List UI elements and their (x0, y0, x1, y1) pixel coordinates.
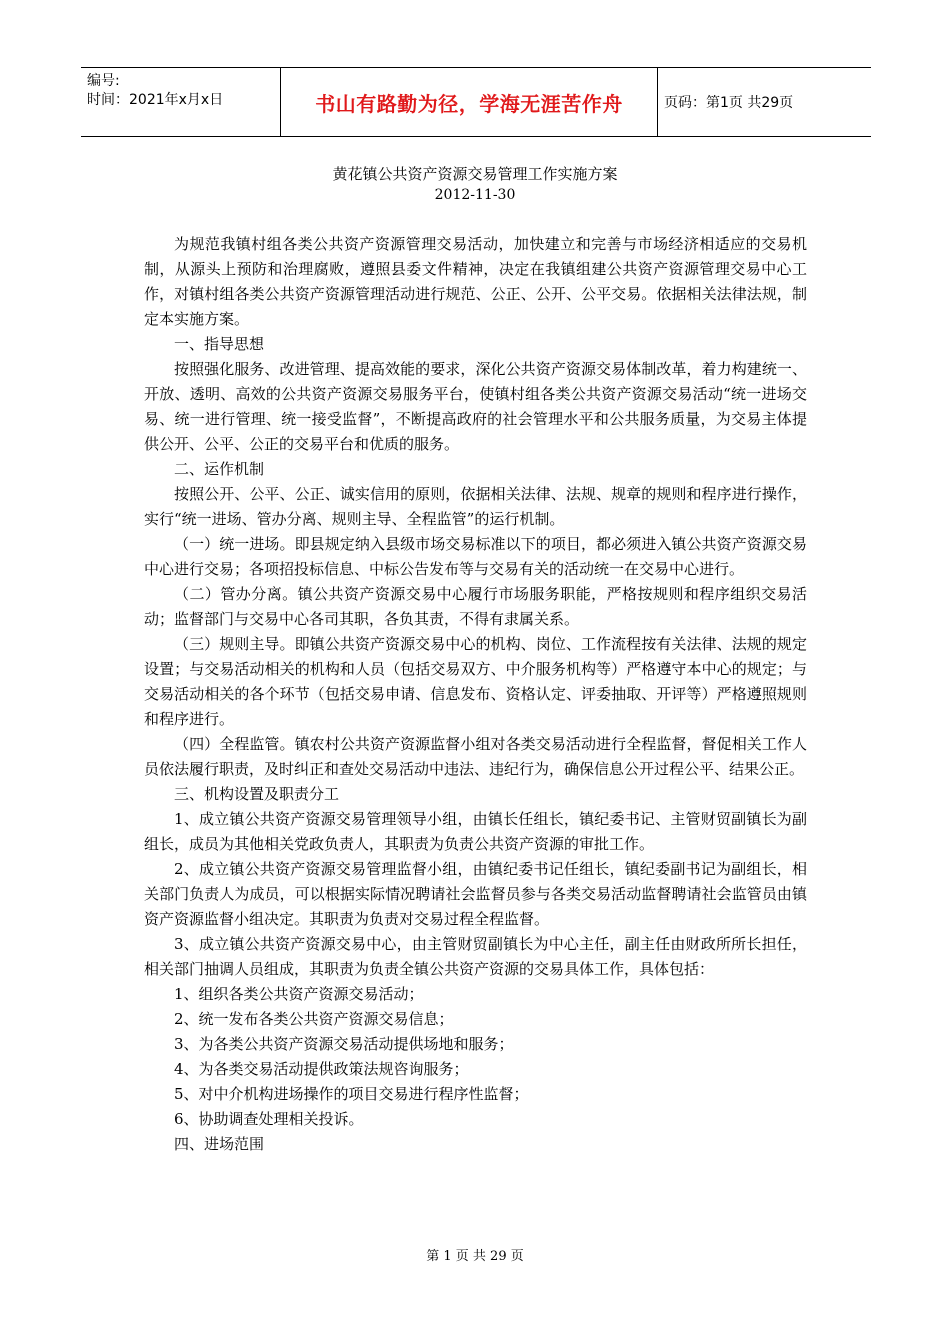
time-label: 时间：2021年x月x日 (87, 92, 224, 108)
paragraph: 为规范我镇村组各类公共资产资源管理交易活动，加快建立和完善与市场经济相适应的交易机制，从源头上预防和治理腐败，遵照县委文件精神，决定在我镇组建公共资产资源管理交易中心工作，对镇村组各类公共资产资源管理活动进行规范、公正、公开、公平交易。依据相关法律法规，制定本实施方案。 (144, 235, 807, 328)
paragraph: 2、成立镇公共资产资源交易管理监督小组，由镇纪委书记任组长，镇纪委副书记为副组长，相关部门负责人为成员，可以根据实际情况聘请社会监督员参与各类交易活动监督聘请社会监管员由镇资产资源监督小组决定。其职责为负责对交易过程全程监督。 (144, 860, 807, 928)
paragraph: 1、成立镇公共资产资源交易管理领导小组，由镇长任组长，镇纪委书记、主管财贸副镇长为副组长，成员为其他相关党政负责人，其职责为负责公共资产资源的审批工作。 (144, 810, 807, 853)
list-item: 1、组织各类公共资产资源交易活动； (174, 985, 424, 1003)
header-motto-cell (281, 68, 658, 136)
section-heading: 一、指导思想 (174, 335, 265, 353)
section-heading: 三、机构设置及职责分工 (174, 785, 340, 803)
document-date: 2012-11-30 (434, 187, 516, 203)
paragraph: （三）规则主导。即镇公共资产资源交易中心的机构、岗位、工作流程按有关法律、法规的规定设置；与交易活动相关的机构和人员（包括交易双方、中介服务机构等）严格遵守本中心的规定；与交易活动相关的各个环节（包括交易申请、信息发布、资格认定、评委抽取、开评等）严格遵照规则和程序进行。 (144, 635, 807, 728)
list-item: 6、协助调查处理相关投诉。 (174, 1110, 364, 1128)
document-title: 黄花镇公共资产资源交易管理工作实施方案 (332, 165, 618, 183)
paragraph: 按照强化服务、改进管理、提高效能的要求，深化公共资产资源交易体制改革，着力构建统一、开放、透明、高效的公共资产资源交易服务平台，使镇村组各类公共资产资源交易活动“统一进场交易、统一进行管理、统一接受监督”，不断提高政府的社会管理水平和公共服务质量，为交易主体提供公开、公平、公正的交易平台和优质的服务。 (144, 360, 807, 453)
page-footer: 第 1 页 共 29 页 (426, 1249, 524, 1264)
code-label: 编号: (87, 73, 120, 89)
header-left-cell (81, 68, 281, 136)
paragraph: （二）管办分离。镇公共资产资源交易中心履行市场服务职能，严格按规则和程序组织交易活动；监督部门与交易中心各司其职，各负其责，不得有隶属关系。 (144, 585, 807, 628)
motto: 书山有路勤为径，学海无涯苦作舟 (315, 91, 623, 116)
header-right-cell (658, 68, 871, 136)
section-heading: 二、运作机制 (174, 460, 265, 478)
paragraph: 3、成立镇公共资产资源交易中心，由主管财贸副镇长为中心主任，副主任由财政所所长担任，相关部门抽调人员组成，其职责为负责全镇公共资产资源的交易具体工作，具体包括： (144, 935, 807, 978)
list-item: 5、对中介机构进场操作的项目交易进行程序性监督； (174, 1085, 529, 1103)
document-body (144, 232, 807, 1157)
list-item: 4、为各类交易活动提供政策法规咨询服务； (174, 1060, 469, 1078)
paragraph: （四）全程监管。镇农村公共资产资源监督小组对各类交易活动进行全程监督，督促相关工作人员依法履行职责，及时纠正和查处交易活动中违法、违纪行为，确保信息公开过程公平、结果公正。 (144, 735, 807, 778)
section-heading: 四、进场范围 (174, 1135, 265, 1153)
page-label: 页码：第1页 共29页 (664, 95, 794, 111)
header-table (81, 67, 871, 137)
list-item: 2、统一发布各类公共资产资源交易信息； (174, 1010, 454, 1028)
list-item: 3、为各类公共资产资源交易活动提供场地和服务； (174, 1035, 514, 1053)
paragraph: 按照公开、公平、公正、诚实信用的原则，依据相关法律、法规、规章的规则和程序进行操作，实行“统一进场、管办分离、规则主导、全程监管”的运行机制。 (144, 485, 807, 528)
paragraph: （一）统一进场。即县规定纳入县级市场交易标准以下的项目，都必须进入镇公共资产资源交易中心进行交易；各项招投标信息、中标公告发布等与交易有关的活动统一在交易中心进行。 (144, 535, 807, 578)
